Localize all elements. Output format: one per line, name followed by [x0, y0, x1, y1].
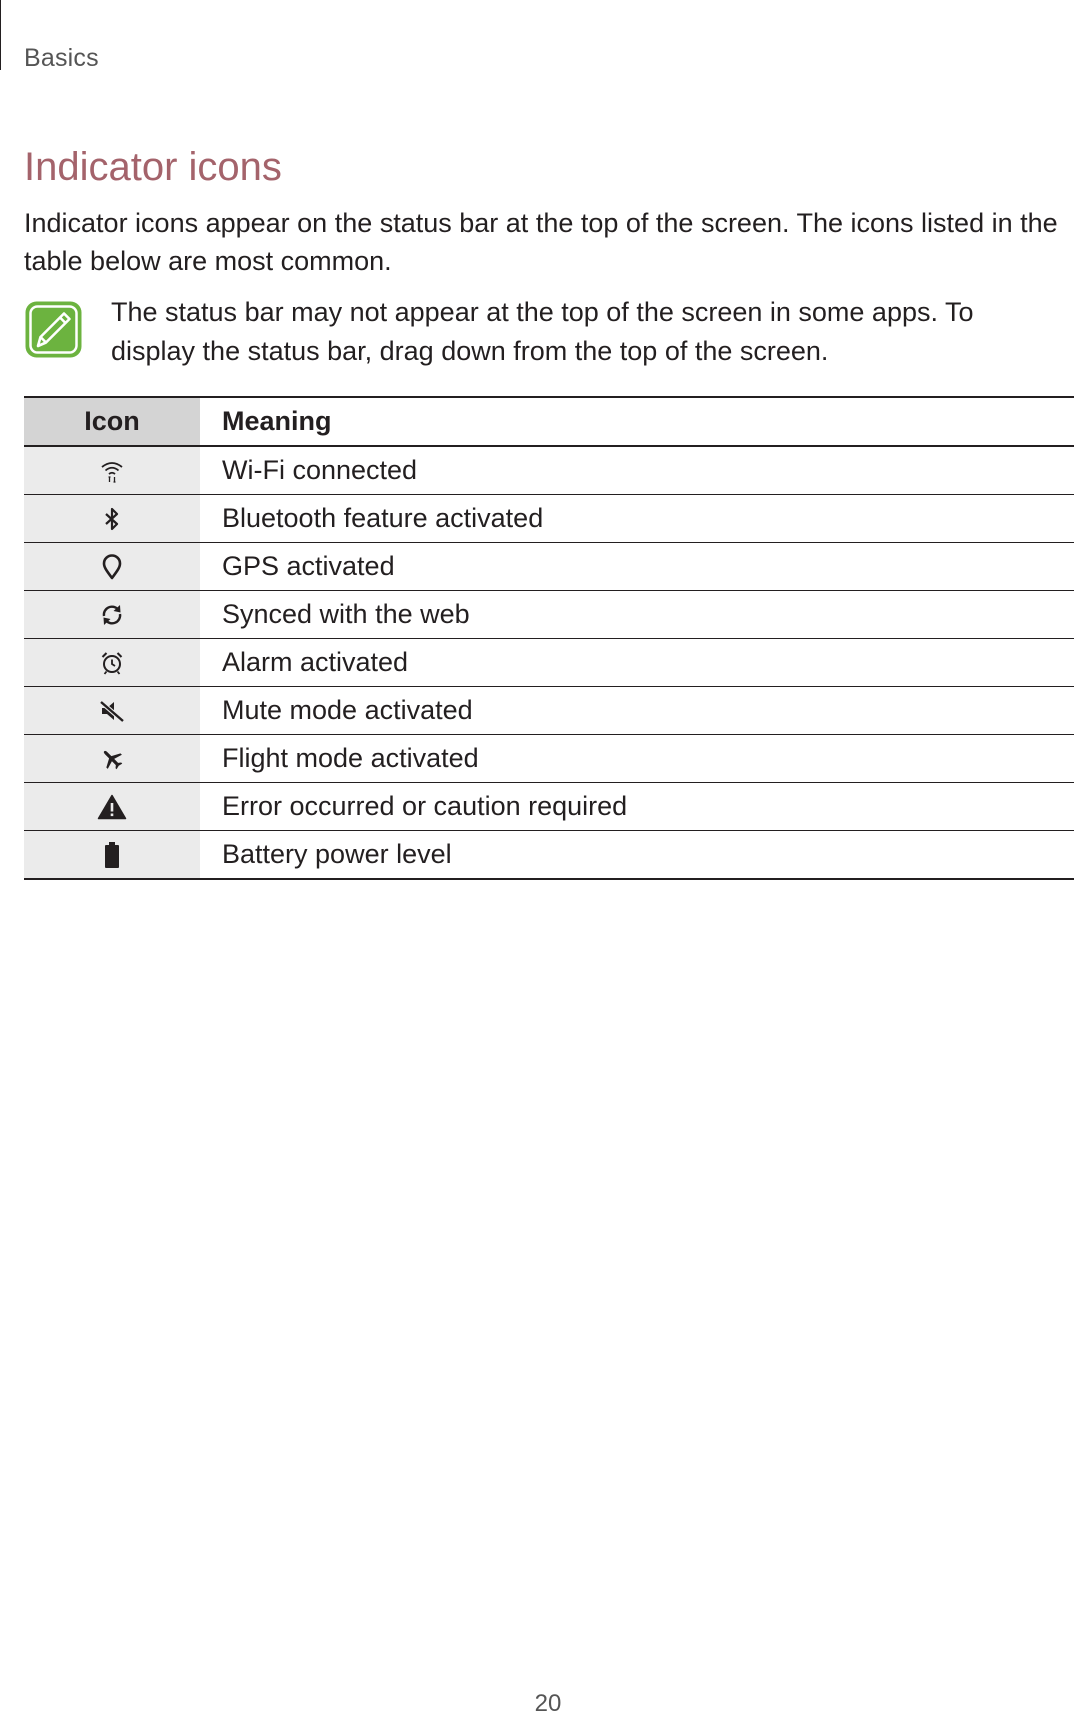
meaning-text: Error occurred or caution required: [222, 791, 628, 821]
section-header: Basics: [24, 44, 99, 72]
meaning-text: GPS activated: [222, 551, 395, 581]
meaning-text: Alarm activated: [222, 647, 409, 677]
header-icon: Icon: [24, 397, 200, 446]
meaning-text: Flight mode activated: [222, 743, 479, 773]
meaning-text: Wi-Fi connected: [222, 455, 418, 485]
note-icon: [24, 300, 83, 359]
mute-icon: [98, 698, 126, 724]
battery-icon: [102, 841, 122, 869]
flight-icon: [98, 746, 126, 772]
meaning-text: Synced with the web: [222, 599, 470, 629]
header-meaning: Meaning: [200, 397, 1074, 446]
table-row: [24, 783, 1074, 831]
indicator-icons-table: [24, 396, 1074, 880]
table-row: [24, 446, 1074, 495]
meaning-text: Mute mode activated: [222, 695, 473, 725]
meaning-text: Battery power level: [222, 839, 452, 869]
page-number: 20: [534, 1690, 562, 1717]
alarm-icon: [99, 650, 125, 676]
page-corner-mark: [0, 0, 1, 70]
gps-icon: [100, 554, 124, 580]
intro-paragraph: Indicator icons appear on the status bar at the top of the screen. The icons listed in the table below are most common.: [24, 208, 1058, 276]
table-header-row: [24, 397, 1074, 446]
table-row: [24, 687, 1074, 735]
table-row: [24, 543, 1074, 591]
page-title: Indicator icons: [24, 145, 282, 189]
wifi-icon: [99, 458, 125, 484]
table-row: [24, 495, 1074, 543]
table-row: [24, 639, 1074, 687]
table-row: [24, 591, 1074, 639]
table-row: [24, 831, 1074, 880]
sync-icon: [99, 602, 125, 628]
table-row: [24, 735, 1074, 783]
warning-icon: [97, 794, 127, 820]
meaning-text: Bluetooth feature activated: [222, 503, 544, 533]
note-text: The status bar may not appear at the top of the screen in some apps. To display the status bar, drag down from the top of the screen.: [111, 297, 974, 366]
bluetooth-icon: [101, 506, 123, 532]
